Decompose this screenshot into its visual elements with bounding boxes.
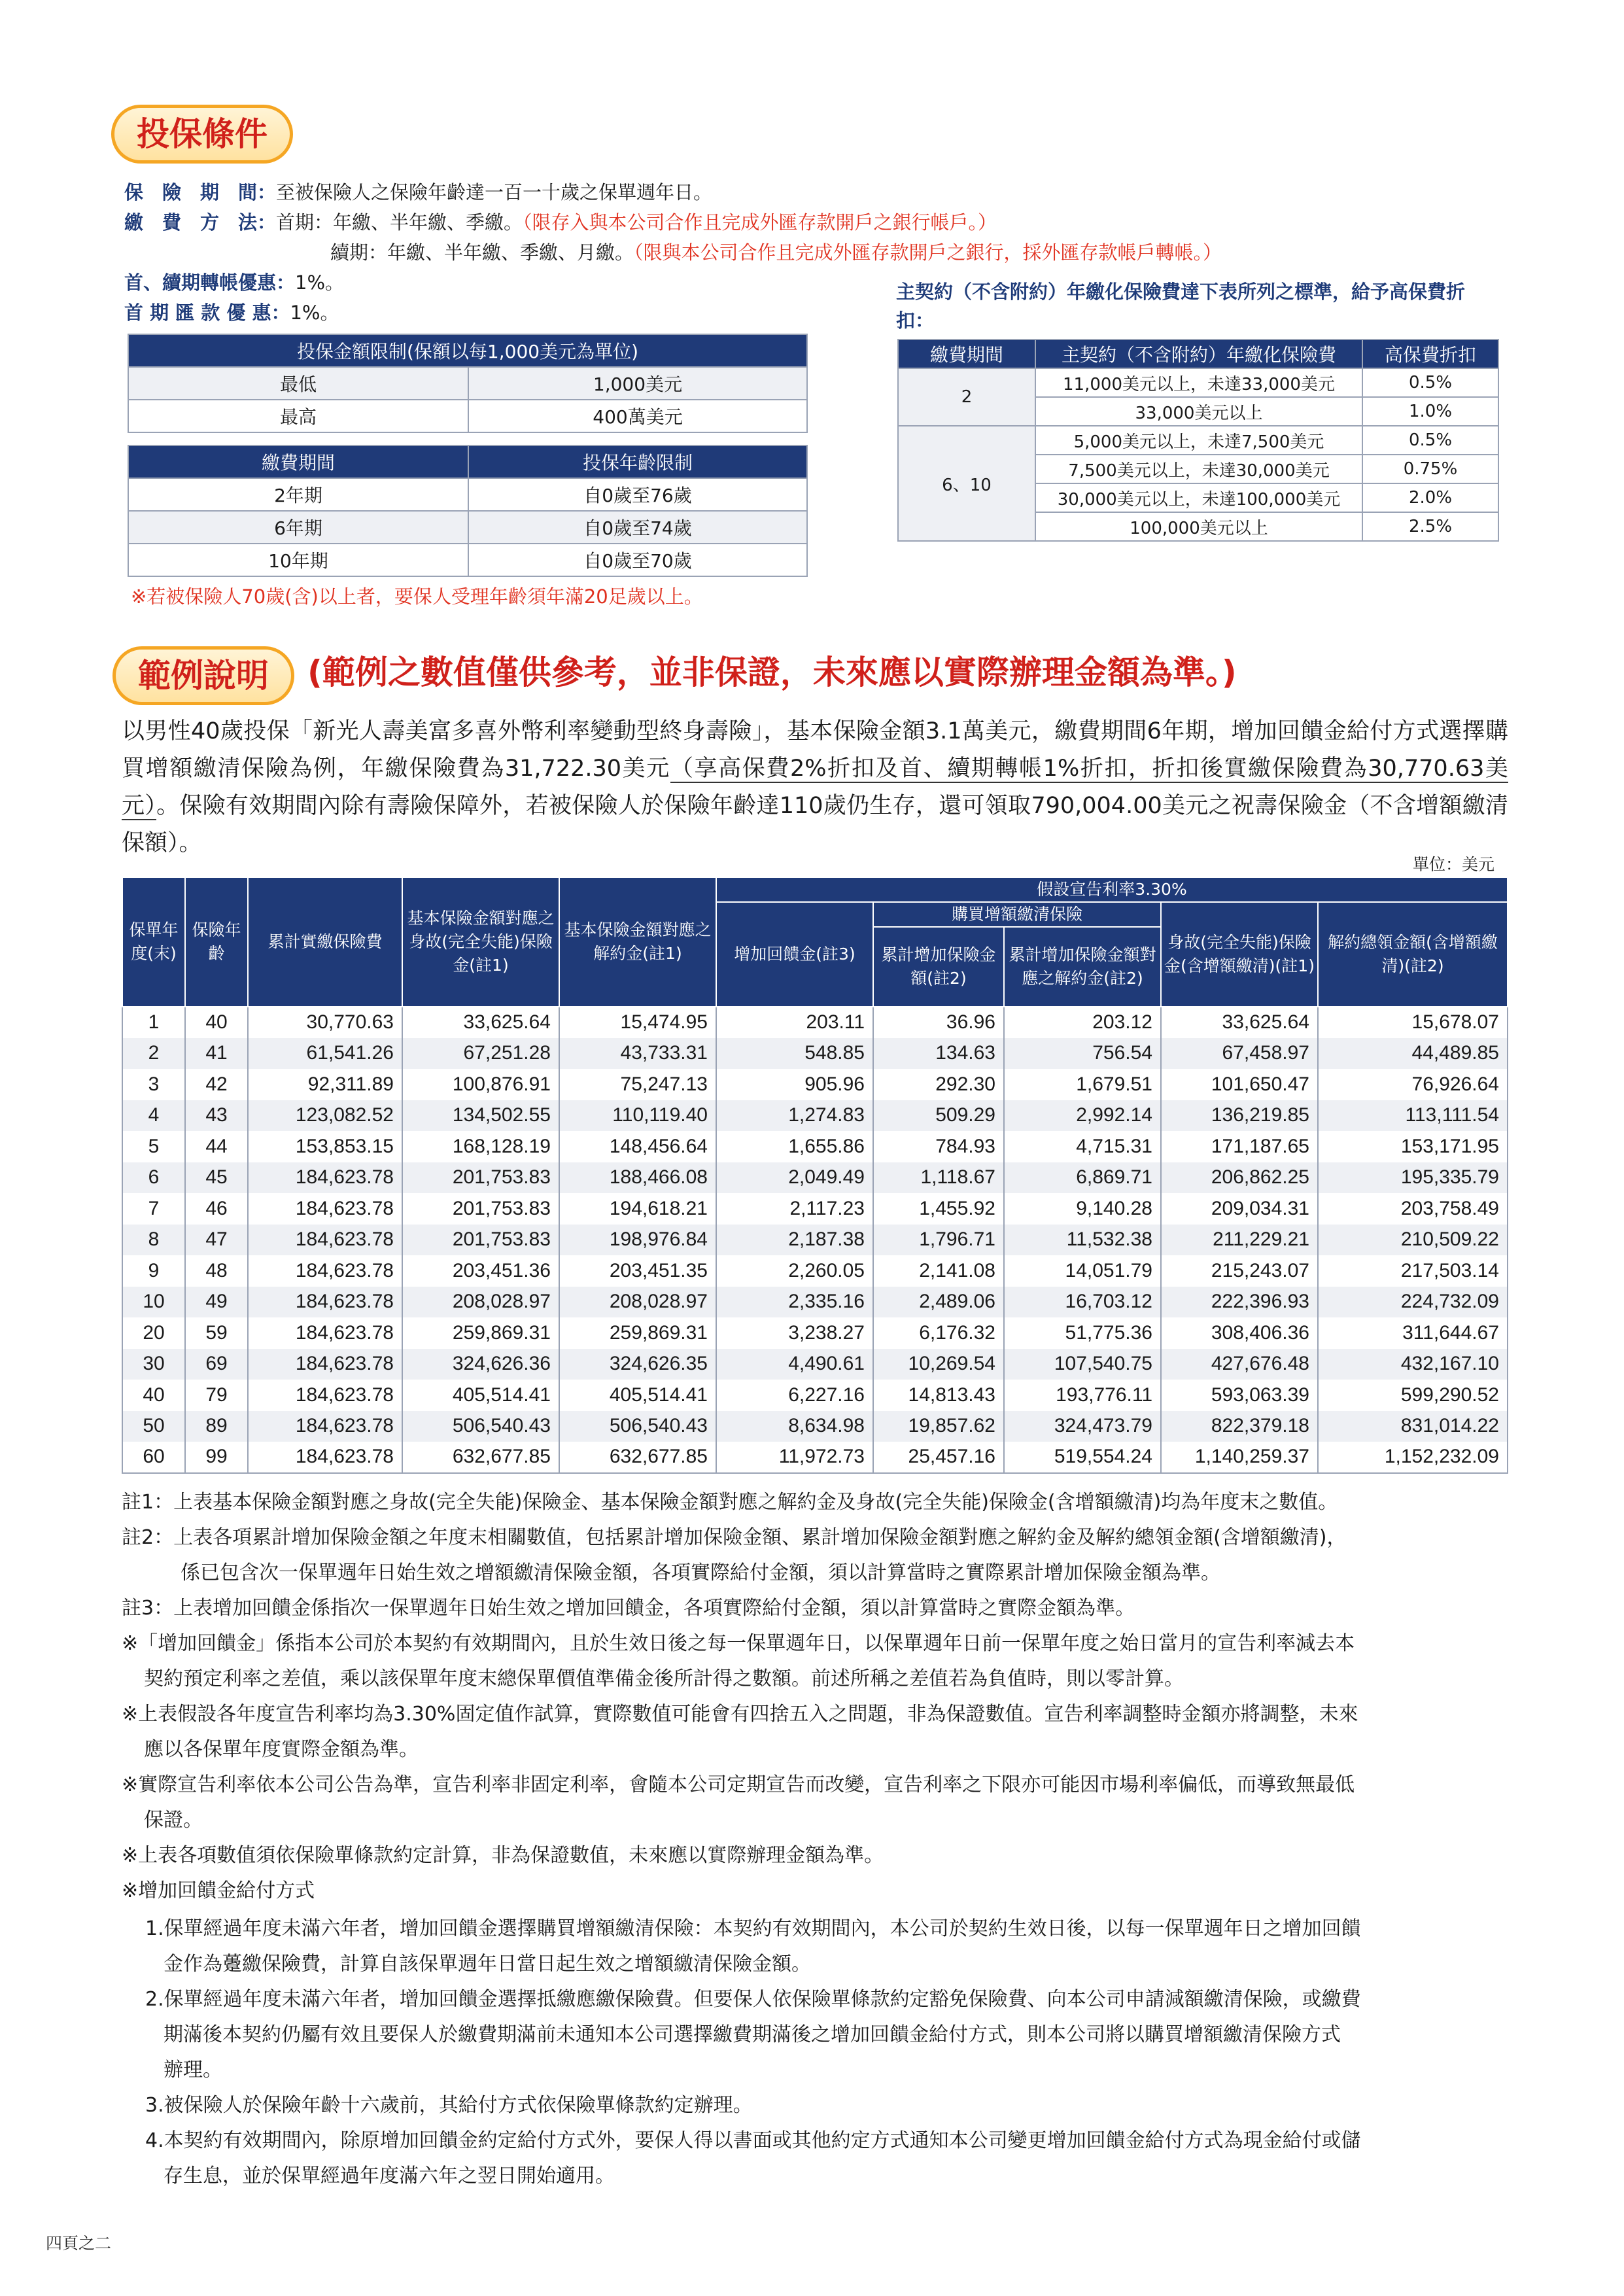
table-cell: 6,227.16 xyxy=(716,1380,873,1411)
disc-col-premium: 主契約（不含附約）年繳化保險費 xyxy=(1035,339,1362,368)
table-row xyxy=(122,1193,1508,1225)
table-row xyxy=(122,1255,1508,1287)
table-cell: 308,406.36 xyxy=(1161,1317,1318,1349)
period-value: 至被保險人之保險年齡達一百一十歲之保單週年日。 xyxy=(276,181,713,203)
table-cell: 1,796.71 xyxy=(873,1225,1004,1256)
table-cell: 8,634.98 xyxy=(716,1411,873,1442)
table-cell: 195,335.79 xyxy=(1318,1162,1508,1194)
col-total-death: 身故(完全失能)保險金(含增額繳清)(註1) xyxy=(1161,902,1318,1007)
table-cell: 168,128.19 xyxy=(402,1131,559,1162)
col-bonus: 增加回饋金(註3) xyxy=(716,902,873,1007)
table-cell: 217,503.14 xyxy=(1318,1255,1508,1287)
table-cell: 203.11 xyxy=(716,1007,873,1038)
col-paidup-amount: 累計增加保險金額(註2) xyxy=(873,927,1004,1007)
discount2-value: 1%。 xyxy=(290,302,339,324)
disc-rate: 1.0% xyxy=(1362,397,1498,426)
col-surrender: 基本保險金額對應之解約金(註1) xyxy=(559,877,716,1007)
age-limit-table xyxy=(128,445,808,577)
table-cell: 107,540.75 xyxy=(1004,1349,1161,1380)
table-cell: 184,623.78 xyxy=(248,1317,402,1349)
table-row xyxy=(122,1225,1508,1256)
table-cell: 822,379.18 xyxy=(1161,1411,1318,1442)
disc-premium: 100,000美元以上 xyxy=(1035,512,1362,541)
age-row-period: 10年期 xyxy=(128,544,468,576)
table-cell: 42 xyxy=(185,1069,248,1100)
table-cell: 208,028.97 xyxy=(559,1287,716,1318)
para-part-a: 以男性40歲投保「新光人壽美富多喜外幣利率變動型終身壽險」，基本保險金額3.1萬美元，繳費期間6年期，增加回饋金給付方式選擇購買增額繳清保險為例，年繳保險費為31,722.30美元 xyxy=(122,718,1508,782)
table-cell: 10,269.54 xyxy=(873,1349,1004,1380)
note-payment-4: 4.本契約有效期間內，除原增加回饋金約定給付方式外，要保人得以書面或其他約定方式通知本公司變更增加回饋金給付方式為現金給付或儲 xyxy=(145,2129,1361,2152)
table-cell: 99 xyxy=(185,1442,248,1473)
table-row xyxy=(122,1287,1508,1318)
table-row xyxy=(122,1349,1508,1380)
discount2-label: 首 期 匯 款 優 惠： xyxy=(124,302,290,324)
amount-min-label: 最低 xyxy=(128,367,468,400)
table-cell: 259,869.31 xyxy=(402,1317,559,1349)
age-col-limit: 投保年齡限制 xyxy=(468,445,807,478)
table-cell: 33,625.64 xyxy=(1161,1007,1318,1038)
table-cell: 89 xyxy=(185,1411,248,1442)
table-row xyxy=(122,1069,1508,1100)
table-cell: 43 xyxy=(185,1100,248,1132)
period-label: 保 險 期 間： xyxy=(124,181,277,203)
table-cell: 211,229.21 xyxy=(1161,1225,1318,1256)
col-total-surrender: 解約總領金額(含增額繳清)(註2) xyxy=(1318,902,1508,1007)
table-cell: 1,140,259.37 xyxy=(1161,1442,1318,1473)
table-cell: 134,502.55 xyxy=(402,1100,559,1132)
col-year: 保單年度(末) xyxy=(122,877,185,1007)
table-cell: 101,650.47 xyxy=(1161,1069,1318,1100)
note-payment-2-cont: 期滿後本契約仍屬有效且要保人於繳費期滿前未通知本公司選擇繳費期滿後之增加回饋金給付方式，則本公司將以購買增額繳清保險方式 xyxy=(164,2023,1341,2046)
table-cell: 14,813.43 xyxy=(873,1380,1004,1411)
table-cell: 427,676.48 xyxy=(1161,1349,1318,1380)
table-cell: 9 xyxy=(122,1255,185,1287)
table-cell: 2,260.05 xyxy=(716,1255,873,1287)
table-cell: 509.29 xyxy=(873,1100,1004,1132)
table-cell: 184,623.78 xyxy=(248,1255,402,1287)
table-cell: 148,456.64 xyxy=(559,1131,716,1162)
table-cell: 203,451.36 xyxy=(402,1255,559,1287)
table-row xyxy=(122,1162,1508,1194)
table-cell: 153,853.15 xyxy=(248,1131,402,1162)
table-cell: 184,623.78 xyxy=(248,1193,402,1225)
age-row-period: 2年期 xyxy=(128,478,468,511)
age-row-limit: 自0歲至76歲 xyxy=(468,478,807,511)
table-cell: 67,251.28 xyxy=(402,1038,559,1070)
example-table xyxy=(122,877,1508,1474)
table-cell: 201,753.83 xyxy=(402,1193,559,1225)
table-cell: 75,247.13 xyxy=(559,1069,716,1100)
disc-period-6-10: 6、10 xyxy=(898,426,1035,541)
disc-period-2: 2 xyxy=(898,368,1035,426)
table-cell: 2,335.16 xyxy=(716,1287,873,1318)
table-cell: 405,514.41 xyxy=(402,1380,559,1411)
table-cell: 76,926.64 xyxy=(1318,1069,1508,1100)
table-cell: 123,082.52 xyxy=(248,1100,402,1132)
table-cell: 259,869.31 xyxy=(559,1317,716,1349)
table-cell: 1,679.51 xyxy=(1004,1069,1161,1100)
table-cell: 45 xyxy=(185,1162,248,1194)
disc-premium: 30,000美元以上，未達100,000美元 xyxy=(1035,483,1362,512)
note-values: ※上表各項數值須依保險單條款約定計算，非為保證數值，未來應以實際辦理金額為準。 xyxy=(122,1844,884,1867)
table-cell: 432,167.10 xyxy=(1318,1349,1508,1380)
table-cell: 4 xyxy=(122,1100,185,1132)
note-bonus-def: ※「增加回饋金」係指本公司於本契約有效期間內，且於生效日後之每一保單週年日，以保單週年日前一保單年度之始日當月的宣告利率減去本 xyxy=(122,1632,1355,1655)
table-cell: 33,625.64 xyxy=(402,1007,559,1038)
table-cell: 1,118.67 xyxy=(873,1162,1004,1194)
table-cell: 4,490.61 xyxy=(716,1349,873,1380)
table-cell: 20 xyxy=(122,1317,185,1349)
note-payment-2: 2.保單經過年度未滿六年者，增加回饋金選擇抵繳應繳保險費。但要保人依保險單條款約定豁免保險費、向本公司申請減額繳清保險，或繳費 xyxy=(145,1988,1361,2011)
note-3: 註3：上表增加回饋金係指次一保單週年日始生效之增加回饋金，各項實際給付金額，須以計算當時之實際金額為準。 xyxy=(122,1597,1135,1620)
pay-renew-row xyxy=(330,238,1222,267)
table-cell: 92,311.89 xyxy=(248,1069,402,1100)
disc-rate: 2.0% xyxy=(1362,483,1498,512)
note-payment-1-cont: 金作為躉繳保險費，計算自該保單週年日當日起生效之增額繳清保險金額。 xyxy=(164,1953,811,1975)
section-title-example: 範例說明 xyxy=(112,646,294,705)
table-cell: 44 xyxy=(185,1131,248,1162)
para-part-b: （享高保費2%折扣及首、續期轉帳1%折扣，折扣後實繳保險費為30,770.63美元） xyxy=(122,756,1508,819)
table-cell: 7 xyxy=(122,1193,185,1225)
pay-label: 繳 費 方 法： xyxy=(124,211,277,234)
table-cell: 136,219.85 xyxy=(1161,1100,1318,1132)
table-cell: 1,274.83 xyxy=(716,1100,873,1132)
table-cell: 2,141.08 xyxy=(873,1255,1004,1287)
table-cell: 506,540.43 xyxy=(559,1411,716,1442)
table-cell: 593,063.39 xyxy=(1161,1380,1318,1411)
disc-rate: 0.5% xyxy=(1362,368,1498,397)
table-cell: 632,677.85 xyxy=(402,1442,559,1473)
disc-col-rate: 高保費折扣 xyxy=(1362,339,1498,368)
table-cell: 1,455.92 xyxy=(873,1193,1004,1225)
table-cell: 134.63 xyxy=(873,1038,1004,1070)
discount1-label: 首、續期轉帳優惠： xyxy=(124,271,296,294)
age-note: ※若被保險人70歲(含)以上者，要保人受理年齡須年滿20足歲以上。 xyxy=(131,585,703,608)
age-row-period: 6年期 xyxy=(128,511,468,544)
pay-renew-note: （限與本公司合作且完成外匯存款開戶之銀行，採外匯存款帳戶轉帳。） xyxy=(634,241,1222,264)
table-cell: 206,862.25 xyxy=(1161,1162,1318,1194)
table-cell: 6,869.71 xyxy=(1004,1162,1161,1194)
table-cell: 208,028.97 xyxy=(402,1287,559,1318)
table-cell: 548.85 xyxy=(716,1038,873,1070)
table-cell: 599,290.52 xyxy=(1318,1380,1508,1411)
note-rate-cont: 應以各保單年度實際金額為準。 xyxy=(144,1738,419,1761)
pay-first-note: （限存入與本公司合作且完成外匯存款開戶之銀行帳戶。） xyxy=(523,211,997,234)
note-payment-2-cont2: 辦理。 xyxy=(164,2059,222,2081)
amount-limit-table xyxy=(128,334,808,433)
table-cell: 67,458.97 xyxy=(1161,1038,1318,1070)
table-cell: 2,117.23 xyxy=(716,1193,873,1225)
table-cell: 215,243.07 xyxy=(1161,1255,1318,1287)
table-cell: 25,457.16 xyxy=(873,1442,1004,1473)
table-cell: 194,618.21 xyxy=(559,1193,716,1225)
note-2: 註2：上表各項累計增加保險金額之年度末相關數值，包括累計增加保險金額、累計增加保險金額對應之解約金及解約總領金額(含增額繳清)， xyxy=(122,1526,1347,1549)
table-row xyxy=(122,1038,1508,1070)
table-row xyxy=(122,1131,1508,1162)
table-cell: 6,176.32 xyxy=(873,1317,1004,1349)
note-actual-rate-cont: 保證。 xyxy=(144,1809,203,1832)
disc-rate: 0.5% xyxy=(1362,426,1498,455)
table-cell: 30 xyxy=(122,1349,185,1380)
page-number: 四頁之二 xyxy=(46,2234,112,2253)
example-subtitle: (範例之數值僅供參考，並非保證，未來應以實際辦理金額為準。) xyxy=(307,653,1237,691)
age-row-limit: 自0歲至74歲 xyxy=(468,511,807,544)
disc-col-period: 繳費期間 xyxy=(898,339,1035,368)
table-row xyxy=(122,1380,1508,1411)
table-cell: 6 xyxy=(122,1162,185,1194)
col-death: 基本保險金額對應之身故(完全失能)保險金(註1) xyxy=(402,877,559,1007)
table-cell: 1,655.86 xyxy=(716,1131,873,1162)
table-cell: 100,876.91 xyxy=(402,1069,559,1100)
table-cell: 224,732.09 xyxy=(1318,1287,1508,1318)
table-cell: 203,451.35 xyxy=(559,1255,716,1287)
table-cell: 3 xyxy=(122,1069,185,1100)
example-paragraph xyxy=(122,713,1508,862)
table-cell: 184,623.78 xyxy=(248,1225,402,1256)
table-cell: 19,857.62 xyxy=(873,1411,1004,1442)
table-cell: 40 xyxy=(185,1007,248,1038)
table-cell: 15,678.07 xyxy=(1318,1007,1508,1038)
table-cell: 324,626.36 xyxy=(402,1349,559,1380)
table-cell: 46 xyxy=(185,1193,248,1225)
table-cell: 14,051.79 xyxy=(1004,1255,1161,1287)
table-cell: 30,770.63 xyxy=(248,1007,402,1038)
table-cell: 184,623.78 xyxy=(248,1287,402,1318)
table-cell: 79 xyxy=(185,1380,248,1411)
amount-min-value: 1,000美元 xyxy=(468,367,807,400)
table-cell: 69 xyxy=(185,1349,248,1380)
amount-max-label: 最高 xyxy=(128,400,468,432)
table-cell: 831,014.22 xyxy=(1318,1411,1508,1442)
table-cell: 60 xyxy=(122,1442,185,1473)
table-cell: 59 xyxy=(185,1317,248,1349)
table-cell: 905.96 xyxy=(716,1069,873,1100)
table-cell: 2,187.38 xyxy=(716,1225,873,1256)
discount1-row xyxy=(124,268,344,297)
table-cell: 2,992.14 xyxy=(1004,1100,1161,1132)
table-cell: 632,677.85 xyxy=(559,1442,716,1473)
table-cell: 2 xyxy=(122,1038,185,1070)
table-cell: 36.96 xyxy=(873,1007,1004,1038)
table-cell: 5 xyxy=(122,1131,185,1162)
disc-rate: 2.5% xyxy=(1362,512,1498,541)
table-cell: 43,733.31 xyxy=(559,1038,716,1070)
table-cell: 1 xyxy=(122,1007,185,1038)
table-cell: 324,626.35 xyxy=(559,1349,716,1380)
table-cell: 292.30 xyxy=(873,1069,1004,1100)
table-cell: 203.12 xyxy=(1004,1007,1161,1038)
pay-renew: 續期：年繳、半年繳、季繳、月繳。 xyxy=(330,241,634,264)
age-row-limit: 自0歲至70歲 xyxy=(468,544,807,576)
age-col-period: 繳費期間 xyxy=(128,445,468,478)
col-paidup-surrender: 累計增加保險金額對應之解約金(註2) xyxy=(1004,927,1161,1007)
section-title-conditions: 投保條件 xyxy=(111,105,293,164)
table-cell: 193,776.11 xyxy=(1004,1380,1161,1411)
table-cell: 2,049.49 xyxy=(716,1162,873,1194)
table-cell: 3,238.27 xyxy=(716,1317,873,1349)
discount1-value: 1%。 xyxy=(295,271,345,294)
note-actual-rate: ※實際宣告利率依本公司公告為準，宣告利率非固定利率，會隨本公司定期宣告而改變，宣告利率之下限亦可能因市場利率偏低，而導致無最低 xyxy=(122,1773,1355,1796)
table-cell: 201,753.83 xyxy=(402,1162,559,1194)
table-cell: 506,540.43 xyxy=(402,1411,559,1442)
table-row xyxy=(122,1411,1508,1442)
table-cell: 188,466.08 xyxy=(559,1162,716,1194)
table-cell: 519,554.24 xyxy=(1004,1442,1161,1473)
table-cell: 16,703.12 xyxy=(1004,1287,1161,1318)
table-cell: 15,474.95 xyxy=(559,1007,716,1038)
col-premium: 累計實繳保險費 xyxy=(248,877,402,1007)
table-cell: 203,758.49 xyxy=(1318,1193,1508,1225)
table-cell: 210,509.22 xyxy=(1318,1225,1508,1256)
col-assumed-rate: 假設宣告利率3.30% xyxy=(716,877,1508,902)
table-cell: 50 xyxy=(122,1411,185,1442)
discount-table xyxy=(897,339,1499,542)
table-cell: 184,623.78 xyxy=(248,1411,402,1442)
note-rate: ※上表假設各年度宣告利率均為3.30%固定值作試算，實際數值可能會有四捨五入之問題，非為保證數值。宣告利率調整時金額亦將調整，未來 xyxy=(122,1703,1358,1726)
table-row xyxy=(122,1442,1508,1473)
table-cell: 11,972.73 xyxy=(716,1442,873,1473)
table-cell: 184,623.78 xyxy=(248,1442,402,1473)
table-cell: 198,976.84 xyxy=(559,1225,716,1256)
discount-title: 主契約（不含附約）年繳化保險費達下表所列之標準，給予高保費折扣： xyxy=(896,281,1466,332)
table-cell: 153,171.95 xyxy=(1318,1131,1508,1162)
table-cell: 48 xyxy=(185,1255,248,1287)
table-row xyxy=(122,1007,1508,1038)
table-cell: 113,111.54 xyxy=(1318,1100,1508,1132)
table-cell: 110,119.40 xyxy=(559,1100,716,1132)
table-cell: 40 xyxy=(122,1380,185,1411)
table-cell: 756.54 xyxy=(1004,1038,1161,1070)
table-row xyxy=(122,1100,1508,1132)
table-cell: 8 xyxy=(122,1225,185,1256)
table-cell: 61,541.26 xyxy=(248,1038,402,1070)
table-cell: 171,187.65 xyxy=(1161,1131,1318,1162)
note-payment-3: 3.被保險人於保險年齡十六歲前，其給付方式依保險單條款約定辦理。 xyxy=(145,2094,753,2117)
disc-premium: 33,000美元以上 xyxy=(1035,397,1362,426)
table-cell: 9,140.28 xyxy=(1004,1193,1161,1225)
table-cell: 11,532.38 xyxy=(1004,1225,1161,1256)
pay-first-row xyxy=(124,208,997,237)
amount-limit-header: 投保金額限制(保額以每1,000美元為單位) xyxy=(128,334,807,367)
discount2-row xyxy=(124,298,339,327)
table-cell: 2,489.06 xyxy=(873,1287,1004,1318)
table-cell: 222,396.93 xyxy=(1161,1287,1318,1318)
col-paidup: 購買增額繳清保險 xyxy=(873,902,1161,927)
table-cell: 784.93 xyxy=(873,1131,1004,1162)
table-cell: 184,623.78 xyxy=(248,1380,402,1411)
period-row xyxy=(124,178,712,207)
col-age: 保險年齡 xyxy=(185,877,248,1007)
table-cell: 51,775.36 xyxy=(1004,1317,1161,1349)
table-cell: 41 xyxy=(185,1038,248,1070)
note-payment-4-cont: 存生息，並於保單經過年度滿六年之翌日開始適用。 xyxy=(164,2165,615,2187)
disc-premium: 11,000美元以上，未達33,000美元 xyxy=(1035,368,1362,397)
table-cell: 311,644.67 xyxy=(1318,1317,1508,1349)
table-cell: 184,623.78 xyxy=(248,1162,402,1194)
disc-premium: 7,500美元以上，未達30,000美元 xyxy=(1035,455,1362,483)
unit-label: 單位：美元 xyxy=(1413,855,1495,874)
pay-first: 首期：年繳、半年繳、季繳。 xyxy=(276,211,523,234)
table-cell: 49 xyxy=(185,1287,248,1318)
table-cell: 47 xyxy=(185,1225,248,1256)
amount-max-value: 400萬美元 xyxy=(468,400,807,432)
note-payment-title: ※增加回饋金給付方式 xyxy=(122,1879,315,1902)
disc-rate: 0.75% xyxy=(1362,455,1498,483)
note-2-cont: 係已包含次一保單週年日始生效之增額繳清保險金額，各項實際給付金額，須以計算當時之實際累計增加保險金額為準。 xyxy=(181,1561,1220,1584)
table-cell: 4,715.31 xyxy=(1004,1131,1161,1162)
table-cell: 209,034.31 xyxy=(1161,1193,1318,1225)
note-payment-1: 1.保單經過年度未滿六年者，增加回饋金選擇購買增額繳清保險：本契約有效期間內，本公司於契約生效日後，以每一保單週年日之增加回饋 xyxy=(145,1917,1361,1940)
table-cell: 184,623.78 xyxy=(248,1349,402,1380)
disc-premium: 5,000美元以上，未達7,500美元 xyxy=(1035,426,1362,455)
table-cell: 10 xyxy=(122,1287,185,1318)
note-1: 註1：上表基本保險金額對應之身故(完全失能)保險金、基本保險金額對應之解約金及身故(完全失能)保險金(含增額繳清)均為年度末之數值。 xyxy=(122,1491,1338,1514)
table-row xyxy=(122,1317,1508,1349)
table-cell: 201,753.83 xyxy=(402,1225,559,1256)
note-bonus-def-cont: 契約預定利率之差值，乘以該保單年度末總保單價值準備金後所計得之數額。前述所稱之差值若為負值時，則以零計算。 xyxy=(144,1667,1184,1690)
table-cell: 44,489.85 xyxy=(1318,1038,1508,1070)
table-cell: 1,152,232.09 xyxy=(1318,1442,1508,1473)
table-cell: 405,514.41 xyxy=(559,1380,716,1411)
para-part-c: 。保險有效期間內除有壽險保障外，若被保險人於保險年齡達110歲仍生存，還可領取790,004.00美元之祝壽保險金（不含增額繳清保額）。 xyxy=(122,793,1508,856)
table-cell: 324,473.79 xyxy=(1004,1411,1161,1442)
